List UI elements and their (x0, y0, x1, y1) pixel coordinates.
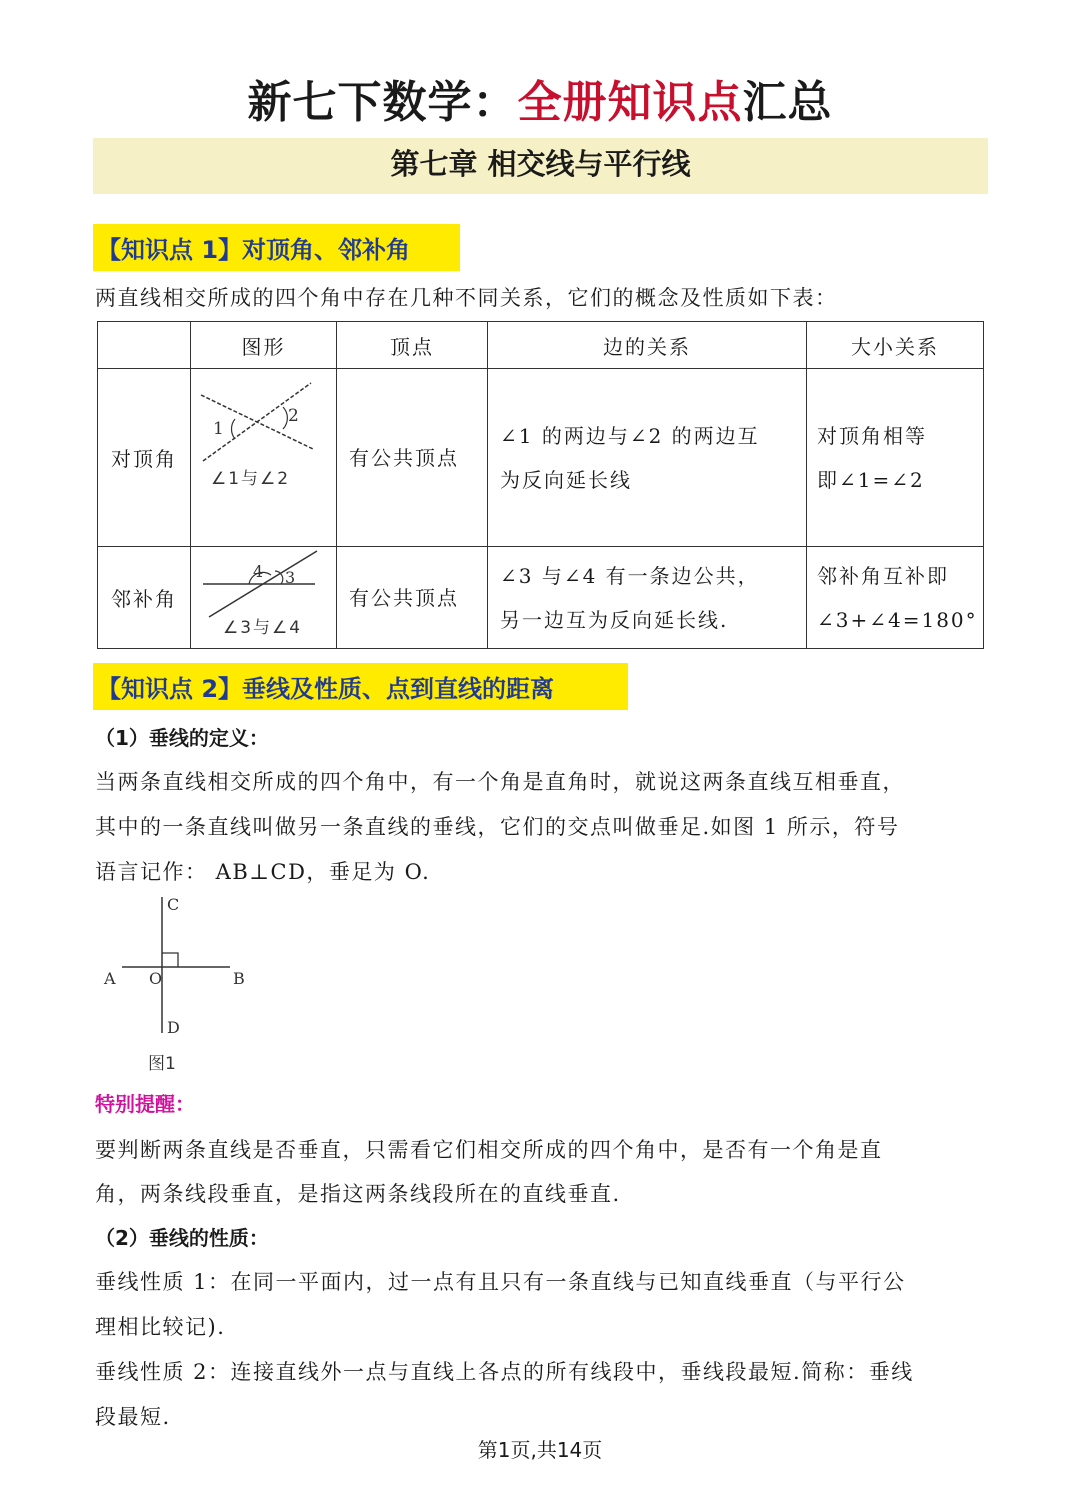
property-1-line: 垂线性质 1：在同一平面内，过一点有且只有一条直线与已知直线垂直（与平行公 (95, 1270, 906, 1294)
table-header: 顶点 (337, 322, 488, 369)
row-sides (488, 369, 807, 547)
special-reminder-title: 特别提醒： (95, 1092, 195, 1116)
angle-label-2: 2 (288, 406, 301, 426)
row-sides (488, 547, 807, 649)
definition-line: 当两条直线相交所成的四个角中，有一个角是直角时，就说这两条直线互相垂直， (95, 770, 905, 794)
sides-line: 另一边互为反向延长线. (500, 607, 729, 632)
point-label-o: O (149, 969, 163, 988)
size-line: 对顶角相等 (817, 423, 927, 448)
property-2-line: 垂线性质 2：连接直线外一点与直线上各点的所有线段中，垂线段最短.简称：垂线 (95, 1360, 914, 1384)
size-line: 邻补角互补即 (817, 563, 949, 588)
page-title (0, 66, 1080, 130)
reminder-line: 角，两条线段垂直，是指这两条线段所在的直线垂直. (95, 1182, 621, 1206)
kp1-intro: 两直线相交所成的四个角中存在几种不同关系，它们的概念及性质如下表： (95, 286, 838, 310)
table-header-row (98, 322, 984, 369)
title-part1: 新七下数学： (247, 77, 518, 128)
property-1-line: 理相比较记). (95, 1315, 226, 1339)
table-row (98, 547, 984, 649)
subheading-definition: （1）垂线的定义： (95, 726, 269, 750)
perpendicular-figure (102, 893, 262, 1082)
subheading-properties: （2）垂线的性质： (95, 1226, 269, 1250)
size-line: 即∠1=∠2 (817, 467, 925, 492)
row-vertex: 有公共顶点 (337, 369, 488, 547)
page-number: 第1页,共14页 (477, 1438, 603, 1462)
table-header: 图形 (191, 322, 337, 369)
title-part3: 汇总 (742, 77, 833, 128)
figure-caption: ∠3与∠4 (223, 618, 303, 638)
angle-relations-table (97, 321, 984, 649)
chapter-heading: 第七章 相交线与平行线 (93, 138, 988, 194)
angle-label-3: 3 (285, 568, 298, 587)
row-name: 邻补角 (98, 547, 191, 649)
reminder-line: 要判断两条直线是否垂直，只需看它们相交所成的四个角中，是否有一个角是直 (95, 1138, 883, 1162)
table-header (98, 322, 191, 369)
knowledge-point-2-heading: 【知识点 2】垂线及性质、点到直线的距离 (93, 663, 628, 710)
angle-label-1: 1 (213, 419, 226, 439)
row-size (807, 369, 984, 547)
row-vertex: 有公共顶点 (337, 547, 488, 649)
vertical-angles-figure (191, 369, 337, 547)
sides-line: ∠1 的两边与∠2 的两边互 (500, 423, 760, 448)
property-2-line: 段最短. (95, 1405, 171, 1429)
table-header: 大小关系 (807, 322, 984, 369)
table-row (98, 369, 984, 547)
point-label-d: D (167, 1018, 180, 1037)
definition-line: 语言记作： AB⊥CD，垂足为 O. (95, 860, 431, 884)
angle-label-4: 4 (253, 562, 266, 581)
sides-line: 为反向延长线 (500, 467, 632, 492)
figure-caption: 图1 (148, 1054, 176, 1074)
definition-line: 其中的一条直线叫做另一条直线的垂线，它们的交点叫做垂足.如图 1 所示，符号 (95, 815, 900, 839)
point-label-b: B (233, 969, 245, 988)
title-part2: 全册知识点 (517, 77, 743, 128)
figure-caption: ∠1与∠2 (211, 469, 291, 489)
row-name: 对顶角 (98, 369, 191, 547)
point-label-a: A (104, 969, 116, 988)
point-label-c: C (167, 895, 180, 914)
table-header: 边的关系 (488, 322, 807, 369)
sides-line: ∠3 与∠4 有一条边公共， (500, 563, 760, 588)
size-line: ∠3+∠4=180° (817, 607, 978, 632)
adjacent-angles-figure (191, 547, 337, 649)
knowledge-point-1-heading: 【知识点 1】对顶角、邻补角 (93, 224, 460, 271)
row-size (807, 547, 984, 649)
